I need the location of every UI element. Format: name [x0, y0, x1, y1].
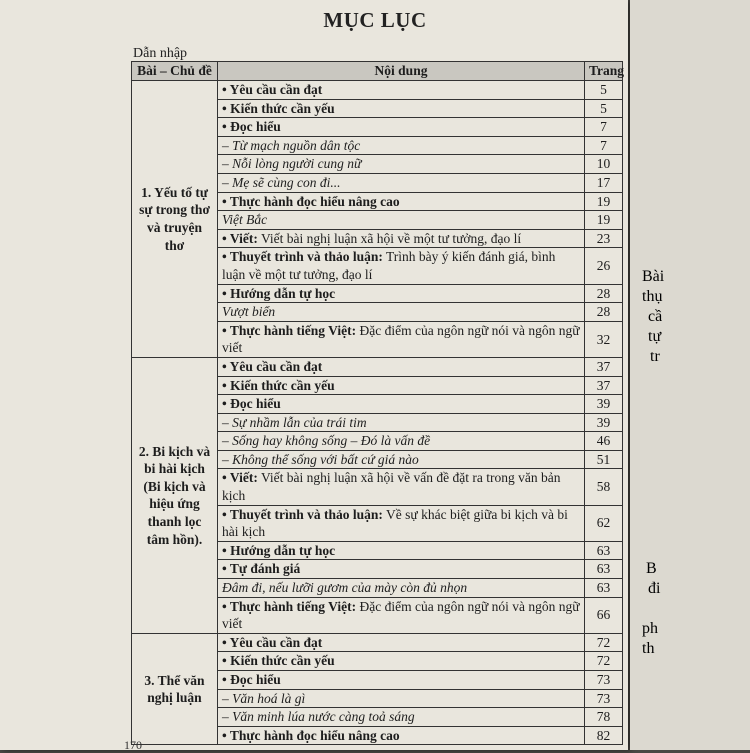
page-title: MỤC LỤC [323, 8, 427, 32]
entry-heading: • Yêu cầu cần đạt [222, 82, 323, 97]
entry-heading: • Đọc hiểu [222, 119, 281, 135]
toc-entry [218, 560, 585, 579]
entry-title: Vượt biển [222, 304, 276, 320]
entry-text: Trình bày ý kiến đánh giá, bình luận về một tư tưởng, đạo lí [222, 249, 556, 282]
entry-heading: • Kiến thức cần yếu [222, 377, 335, 393]
toc-entry [218, 395, 585, 414]
toc-entry [218, 284, 585, 303]
toc-header-row [132, 62, 623, 81]
entry-heading: • Yêu cầu cần đạt [222, 358, 323, 374]
toc-row [132, 81, 623, 100]
toc-entry [218, 192, 585, 211]
entry-heading: • Hướng dẫn tự học [222, 542, 336, 558]
toc-entry [218, 118, 585, 137]
entry-page: 39 [585, 395, 623, 414]
toc-entry [218, 248, 585, 284]
toc-row [132, 357, 623, 376]
toc-entry [218, 505, 585, 541]
section-topic: 3. Thể văn nghị luận [132, 633, 218, 745]
entry-title: – Sống hay không sống – Đó là vấn đề [222, 433, 431, 449]
facing-page-text: Bài [642, 268, 665, 285]
entry-heading: • Kiến thức cần yếu [222, 653, 335, 669]
toc-entry [218, 155, 585, 174]
section-topic: 2. Bi kịch và bi hài kịch (Bi kịch và hiệu ứng thanh lọc tâm hồn). [132, 357, 218, 633]
toc-entry [218, 321, 585, 357]
section-topic: 1. Yếu tố tự sự trong thơ và truyện thơ [132, 81, 218, 358]
entry-page: 82 [585, 726, 623, 745]
entry-page: 58 [585, 469, 623, 505]
toc-entry [218, 726, 585, 745]
toc-entry [218, 357, 585, 376]
toc-entry [218, 81, 585, 100]
header-page: Trang [585, 62, 623, 81]
toc-entry [218, 652, 585, 671]
toc-entry [218, 413, 585, 432]
entry-heading: • Đọc hiểu [222, 672, 281, 687]
entry-title: – Từ mạch nguồn dân tộc [222, 137, 361, 153]
entry-heading: • Thực hành đọc hiểu nâng cao [222, 193, 400, 209]
entry-page: 19 [585, 211, 623, 230]
entry-page: 10 [585, 155, 623, 174]
entry-heading: • Viết: [222, 470, 258, 486]
entry-page: 32 [585, 321, 623, 357]
facing-page-text: tr [650, 348, 660, 365]
entry-page: 73 [585, 689, 623, 708]
entry-text: Đặc điểm của ngôn ngữ nói và ngôn ngữ viết [222, 598, 580, 632]
toc-entry [218, 376, 585, 395]
entry-title: Đâm đi, nếu lưỡi gươm của mày còn đủ nhọn [222, 580, 468, 596]
toc-entry [218, 173, 585, 192]
toc-entry [218, 450, 585, 469]
entry-page: 23 [585, 229, 623, 248]
page-number: 170 [124, 738, 142, 752]
toc-entry [218, 671, 585, 690]
entry-page: 72 [585, 652, 623, 671]
entry-heading: • Viết: [222, 230, 258, 246]
entry-page: 19 [585, 192, 623, 211]
toc-entry [218, 597, 585, 633]
toc-table [131, 61, 623, 745]
entry-title: Việt Bắc [222, 212, 268, 228]
header-topic: Bài – Chủ đề [132, 62, 218, 81]
toc-row [132, 633, 623, 652]
entry-page: 37 [585, 376, 623, 395]
facing-page-text: cầ [648, 308, 663, 325]
entry-page: 46 [585, 432, 623, 451]
toc-entry [218, 136, 585, 155]
entry-heading: • Thuyết trình và thảo luận: [222, 506, 383, 522]
toc-entry [218, 432, 585, 451]
entry-heading: • Kiến thức cần yếu [222, 100, 335, 116]
entry-title: – Mẹ sẽ cùng con đi... [222, 174, 341, 190]
entry-page: 7 [585, 136, 623, 155]
entry-page: 63 [585, 579, 623, 598]
toc-entry [218, 229, 585, 248]
facing-page-text: đi [648, 580, 661, 597]
entry-heading: • Thực hành đọc hiểu nâng cao [222, 727, 400, 743]
entry-page: 51 [585, 450, 623, 469]
toc-entry [218, 708, 585, 727]
toc-entry [218, 99, 585, 118]
entry-text: Viết bài nghị luận xã hội về một tư tưởng, đạo lí [257, 230, 522, 246]
entry-page: 28 [585, 284, 623, 303]
entry-title: – Không thể sống với bất cứ giá nào [222, 451, 419, 467]
entry-page: 26 [585, 248, 623, 284]
facing-page-text: thụ [642, 288, 663, 305]
entry-heading: • Đọc hiểu [222, 396, 281, 412]
entry-page: 66 [585, 597, 623, 633]
entry-heading: • Tự đánh giá [222, 561, 301, 577]
intro-label: Dẫn nhập [133, 46, 188, 61]
toc-entry [218, 579, 585, 598]
entry-title: – Văn hoá là gì [222, 690, 306, 706]
entry-page: 73 [585, 671, 623, 690]
entry-page: 63 [585, 541, 623, 560]
toc-entry [218, 303, 585, 322]
entry-heading: • Hướng dẫn tự học [222, 285, 336, 301]
entry-title: – Văn minh lúa nước càng toả sáng [222, 709, 415, 725]
entry-page: 7 [585, 118, 623, 137]
entry-title: – Sự nhầm lẫn của trái tim [222, 414, 367, 430]
entry-text: Đặc điểm của ngôn ngữ nói và ngôn ngữ viết [222, 322, 580, 356]
entry-title: – Nỗi lòng người cung nữ [222, 156, 362, 172]
entry-page: 62 [585, 505, 623, 541]
facing-page-text: th [642, 640, 655, 657]
entry-page: 72 [585, 633, 623, 652]
facing-page-text: tự [648, 328, 662, 345]
toc-entry [218, 211, 585, 230]
entry-page: 39 [585, 413, 623, 432]
entry-page: 17 [585, 173, 623, 192]
toc-entry [218, 689, 585, 708]
entry-heading: • Thực hành tiếng Việt: [222, 322, 357, 338]
entry-page: 37 [585, 357, 623, 376]
facing-page-text: ph [642, 620, 658, 637]
entry-page: 28 [585, 303, 623, 322]
facing-page-text: B [646, 560, 657, 577]
toc-entry [218, 469, 585, 505]
toc-entry [218, 633, 585, 652]
entry-page: 78 [585, 708, 623, 727]
entry-heading: • Yêu cầu cần đạt [222, 634, 323, 650]
entry-text: Viết bài nghị luận xã hội về vấn đề đặt ra trong văn bản kịch [222, 470, 561, 504]
entry-text: Về sự khác biệt giữa bi kịch và bi hài kịch [222, 506, 568, 540]
entry-page: 5 [585, 99, 623, 118]
entry-heading: • Thực hành tiếng Việt: [222, 598, 357, 614]
entry-heading: • Thuyết trình và thảo luận: [222, 249, 383, 265]
toc-entry [218, 541, 585, 560]
entry-page: 5 [585, 81, 623, 100]
header-content: Nội dung [218, 62, 585, 81]
entry-page: 63 [585, 560, 623, 579]
